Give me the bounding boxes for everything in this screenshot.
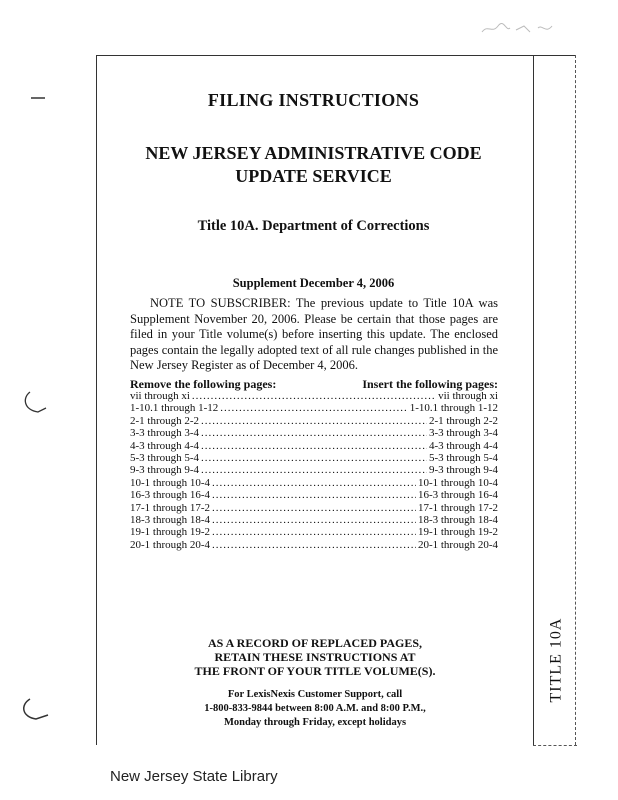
record-instruction-line2: RETAIN THESE INSTRUCTIONS AT <box>214 650 416 664</box>
hole-punch-mark-upper <box>20 388 50 418</box>
insert-pages-cell: vii through xi <box>438 389 498 402</box>
insert-pages-cell: 5-3 through 5-4 <box>428 451 498 464</box>
top-border <box>96 55 576 56</box>
inner-right-border <box>533 55 534 745</box>
remove-pages-header: Remove the following pages: <box>130 377 277 391</box>
outer-right-border <box>575 55 576 745</box>
remove-pages-cell: 10-1 through 10-4 <box>130 476 211 489</box>
library-stamp: New Jersey State Library <box>110 768 278 785</box>
leader-dots <box>212 514 416 526</box>
leader-dots <box>212 489 416 501</box>
document-title: FILING INSTRUCTIONS <box>207 90 420 110</box>
table-row <box>130 526 498 538</box>
leader-dots <box>212 526 416 538</box>
table-row <box>130 502 498 514</box>
record-instruction-line1: AS A RECORD OF REPLACED PAGES, <box>207 636 423 650</box>
remove-pages-cell: 3-3 through 3-4 <box>130 427 200 440</box>
title-tab <box>538 617 574 703</box>
table-row <box>130 452 498 464</box>
insert-pages-cell: 4-3 through 4-4 <box>428 439 498 452</box>
insert-pages-cell: 16-3 through 16-4 <box>417 489 498 502</box>
leader-dots <box>220 402 407 414</box>
remove-pages-cell: 18-3 through 18-4 <box>130 513 211 526</box>
insert-pages-cell: 20-1 through 20-4 <box>417 538 498 551</box>
leader-dots <box>201 464 427 476</box>
table-row <box>130 489 498 501</box>
hole-punch-mark-lower <box>18 695 52 725</box>
table-row <box>130 427 498 439</box>
corner-scribble <box>480 22 560 39</box>
insert-pages-cell: 17-1 through 17-2 <box>417 501 498 514</box>
insert-pages-cell: 9-3 through 9-4 <box>428 464 498 477</box>
insert-pages-header: Insert the following pages: <box>362 377 498 391</box>
table-row <box>130 464 498 476</box>
leader-dots <box>201 440 427 452</box>
remove-pages-cell: 19-1 through 19-2 <box>130 526 211 539</box>
title-tab-label: TITLE 10A <box>547 617 565 703</box>
leader-dots <box>212 539 416 551</box>
remove-pages-cell: 4-3 through 4-4 <box>130 439 200 452</box>
leader-dots <box>192 390 436 402</box>
leader-dots <box>201 452 427 464</box>
record-instruction-line3: THE FRONT OF YOUR TITLE VOLUME(S). <box>194 664 436 678</box>
insert-pages-cell: 19-1 through 19-2 <box>417 526 498 539</box>
remove-pages-cell: 9-3 through 9-4 <box>130 464 200 477</box>
leader-dots <box>201 427 427 439</box>
support-line1: For LexisNexis Customer Support, call <box>227 689 403 700</box>
remove-pages-cell: 20-1 through 20-4 <box>130 538 211 551</box>
remove-pages-cell: vii through xi <box>130 389 190 402</box>
supplement-date: Supplement December 4, 2006 <box>232 276 395 290</box>
table-row <box>130 514 498 526</box>
support-line2: 1-800-833-9844 between 8:00 A.M. and 8:00 P.M., <box>204 703 426 714</box>
remove-pages-cell: 1-10.1 through 1-12 <box>130 402 219 415</box>
code-name-line2: UPDATE SERVICE <box>235 166 392 186</box>
title-heading: Title 10A. Department of Corrections <box>197 218 430 234</box>
bottom-border <box>533 745 577 746</box>
insert-pages-cell: 3-3 through 3-4 <box>428 427 498 440</box>
table-row <box>130 440 498 452</box>
subscriber-note: NOTE TO SUBSCRIBER: The previous update to Title 10A was Supplement November 20, 2006. Please be certain that those pages are filed in your Title volume(s) before inserting this update. The enclosed pages contain the legally adopted text of all rule changes published in the New Jersey Register as of December 4, 2006. <box>130 296 498 372</box>
insert-pages-cell: 10-1 through 10-4 <box>417 476 498 489</box>
insert-pages-cell: 2-1 through 2-2 <box>428 414 498 427</box>
insert-pages-cell: 18-3 through 18-4 <box>417 513 498 526</box>
table-row <box>130 402 498 414</box>
remove-pages-cell: 2-1 through 2-2 <box>130 414 200 427</box>
table-row <box>130 390 498 402</box>
margin-dash-mark <box>30 95 46 101</box>
scribble-mark-icon <box>480 22 560 36</box>
table-row <box>130 415 498 427</box>
leader-dots <box>201 415 427 427</box>
leader-dots <box>212 502 416 514</box>
remove-pages-cell: 16-3 through 16-4 <box>130 489 211 502</box>
support-line3: Monday through Friday, except holidays <box>223 717 407 728</box>
code-name-line1: NEW JERSEY ADMINISTRATIVE CODE <box>145 143 482 163</box>
remove-pages-cell: 5-3 through 5-4 <box>130 451 200 464</box>
insert-pages-cell: 1-10.1 through 1-12 <box>409 402 498 415</box>
table-row <box>130 477 498 489</box>
table-row <box>130 539 498 551</box>
leader-dots <box>212 477 416 489</box>
remove-pages-cell: 17-1 through 17-2 <box>130 501 211 514</box>
page-replacement-table <box>130 390 498 551</box>
